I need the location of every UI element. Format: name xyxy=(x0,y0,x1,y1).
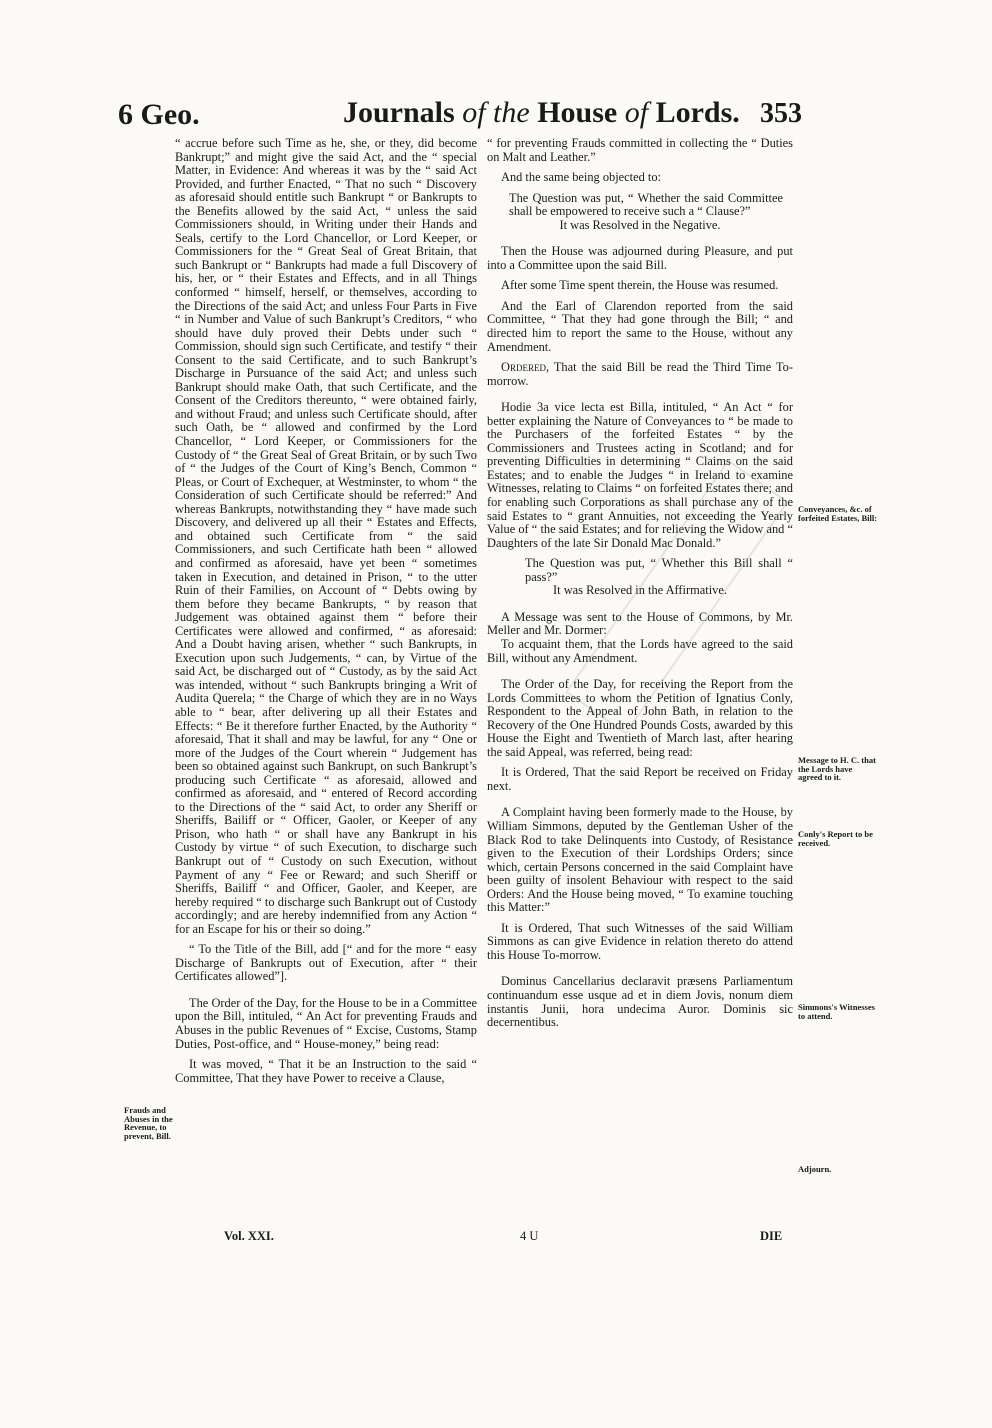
house-resumed: After some Time spent therein, the House was resumed. xyxy=(501,278,779,293)
title-addition: “ To the Title of the Bill, add [“ and for the more “ easy Discharge of Bankrupts out of Execution, after “ their Certificates allowed”]. xyxy=(175,942,477,984)
instruction-motion: It was moved, “ That it be an Instruction to the said “ Committee, That they have Power to receive a Clause, xyxy=(175,1057,477,1085)
bill-clause-text: “ accrue before such Time as he, she, or they, did become Bankrupt;” and might give the said Act, and the “ special Matter, in Evidence: And whereas it was by the “ said Act Provided, and further Enacted, “ That no such “ Discovery as aforesaid should entitle such Bankrupt “ or Bankrupts to the Benefits allowed by the said Act, “ unless the said Commissioners should, in Writing under their Hands and Seals, certify to the Lord Chancellor, or Lord Keeper, or Commissioners for the “ Great Seal of Great Britain, that such Bankrupt or “ Bankrupts had made a full Discovery of his, her, or “ their Estates and Effects, and in all Things conformed “ himself, herself, or themselves, according to the Directions of the said Act; and unless Four Parts in Five “ in Number and Value of such Bankrupt’s Creditors, “ who should have duly proved their Debts under such “ Commission, should sign such Certificate, and testify “ their Consent to the said Certificate, and to such Bankrupt’s Discharge in Pursuance of the said Act; and unless such Bankrupt should make Oath, that such Certificate, and the Consent of the Creditors thereunto, “ were obtained fairly, and without Fraud; and unless such Certificate should, after such Oath, be “ allowed and confirmed by the Lord Chancellor, “ Lord Keeper, or Commissioners for the Custody of “ the Great Seal of Great Britain, or by such Two of “ the Judges of the Court of King’s Bench, Common “ Pleas, or Court of Exchequer, at Westminster, to whom “ the Consideration of such Certificate should be referred:” And whereas Bankrupts, notwithstanding they “ have made such Discovery, and delivered up all their “ Estates and Effects, and obtained such Certificate from “ the said Commissioners, and such Certificate hath been “ allowed and confirmed as aforesaid, have yet been “ sometimes taken in Execution, and detained in Prison, “ to the utter Ruin of their Families, on Account of “ Debts owing by them before they became Bankrupts, “ by reason that Judgement was obtained against them “ before their Certificates were allowed and confirmed, “ as aforesaid: And a Doubt having arisen, whether “ such Bankrupts, in Execution upon such Judgements, “ can, by Virtue of the said Act, be discharged out of “ Custody, as by the said Act was intended, without “ such Bankrupts bringing a Writ of Audita Querela; “ the Charge of which they are in no Ways able to “ bear, after delivering up all their Estates and Effects: “ Be it therefore further Enacted, by the Authority “ aforesaid, That it shall and may be lawful, for any “ One or more of the Judges of the Court wherein “ Judgement has been so obtained against such Bankrupt, on such Bankrupt’s producing such Certificate “ as aforesaid, allowed and confirmed as aforesaid, and “ entered of Record according to the Directions of the “ said Act, to order any Sheriff or Sheriffs, Bailiff or “ Officer, Gaoler, or Keeper of any Prison, who hath “ or shall have any Bankrupt in his Custody by virtue “ of such Execution, to discharge such Bankrupt out of “ Custody on such Execution, without Payment of any “ Fee or Reward; and such Sheriff or Sheriffs, Bailiff “ and Officer, Gaoler, and Keeper, are hereby required “ to discharge such Bankrupt out of Custody accordingly; and are hereby indemnified from any Action “ for an Escape for his or their so doing.” xyxy=(175,136,477,936)
margin-note-adjourn: Adjourn. xyxy=(798,1164,832,1174)
order-of-day-frauds: The Order of the Day, for the House to be in a Committee upon the Bill, intituled, “ An Act for preventing Frauds and Abuses in the public Revenues of “ Excise, Customs, Stamp Duties, Post-office, and “ House-money,” being read: xyxy=(175,995,477,1051)
clarendon-report: And the Earl of Clarendon reported from the said Committee, “ That they had gone through the Bill; “ and directed him to report the same to the House, without any Amendment. xyxy=(487,298,793,354)
margin-note-conveyances: Conveyances, &c. of forfeited Estates, Bill: xyxy=(798,504,878,523)
left-column xyxy=(175,137,477,1085)
signature-mark: 4 U xyxy=(520,1229,539,1243)
catchword: DIE xyxy=(760,1229,783,1243)
regnal-year: 6 Geo. xyxy=(118,98,200,131)
resolved-affirmative: It was Resolved in the Affirmative. xyxy=(553,583,727,598)
question-pass: The Question was put, “ Whether this Bill shall “ pass?” xyxy=(525,556,793,584)
margin-note-message: Message to H. C. that the Lords have agreed to it. xyxy=(798,755,876,782)
adjournment-latin: Dominus Cancellarius declaravit præsens Parliamentum continuandum esse usque ad et in diem Jovis, nonum diem instantis Junii, hora undecima Auror. Dominis sic decernentibus. xyxy=(487,974,793,1030)
simmons-ordered: It is Ordered, That such Witnesses of the said William Simmons as can give Evidence in relation thereto do attend this House To-morrow. xyxy=(487,920,793,962)
conly-order-of-day: The Order of the Day, for receiving the Report from the Lords Committees to whom the Petition of Ignatius Conly, Respondent to the Appeal of John Bath, in relation to the Recovery of the One Hundred Pounds Costs, awarded by this House the Eight and Twentieth of March last, after hearing the said Appeal, was referred, being read: xyxy=(487,677,793,759)
objection: And the same being objected to: xyxy=(501,170,662,185)
third-reading-order: Ordered, That the said Bill be read the Third Time To-morrow. xyxy=(487,360,793,388)
question-committee: The Question was put, “ Whether the said Committee shall be empowered to receive such a “ Clause?” xyxy=(509,190,783,219)
volume-number: Vol. XXI. xyxy=(224,1229,274,1243)
third-reading-bill: Hodie 3a vice lecta est Billa, intituled, “ An Act “ for better explaining the Nature of Conveyances to “ be made to the Purchasers of the forfeited Estates “ by the Commissioners and Trustees acting in Scotland; and for preventing Difficulties in determining “ Claims on the said Estates; and to enable the Judges “ in Ireland to examine Witnesses, relating to Claims “ on forfeited Estates there; and for enabling such Corporations as shall purchase any of the said Estates to “ grant Annuities, not exceeding the Yearly Value of “ the said Estates; and for relieving the Widow and “ Daughters of the late Sir Donald Mac Donald.” xyxy=(487,400,793,550)
simmons-complaint: A Complaint having been formerly made to the House, by William Simmons, deputed by the Gentleman Usher of the Black Rod to take Delinquents into Custody, of Resistance given to the Execution of their Lordships Orders; since which, certain Persons concerned in the said Complaint have been guilty of insolent Behaviour with respect to the said Orders: And the House being moved, “ To examine touching this Matter:” xyxy=(487,805,793,915)
journal-title: Journals of the House of Lords. xyxy=(343,96,740,129)
house-adjourned: Then the House was adjourned during Pleasure, and put into a Committee upon the said Bill. xyxy=(487,244,793,272)
conly-ordered: It is Ordered, That the said Report be received on Friday next. xyxy=(487,765,793,793)
page-number: 353 xyxy=(760,98,802,129)
margin-note-simmons: Simmons's Witnesses to attend. xyxy=(798,1002,875,1021)
running-header xyxy=(118,72,802,132)
acquaint-commons: To acquaint them, that the Lords have agreed to the said Bill, without any Amendment. xyxy=(487,636,793,665)
resolved-negative: It was Resolved in the Negative. xyxy=(559,217,721,232)
clause-continuation: “ for preventing Frauds committed in collecting the “ Duties on Malt and Leather.” xyxy=(487,136,793,164)
margin-note-conly: Conly's Report to be received. xyxy=(798,829,873,848)
margin-note-frauds: Frauds and Abuses in the Revenue, to prevent, Bill. xyxy=(124,1105,173,1141)
ordered-label: Ordered, xyxy=(501,360,550,375)
message-commons: A Message was sent to the House of Commons, by Mr. Meller and Mr. Dormer: xyxy=(487,609,793,638)
